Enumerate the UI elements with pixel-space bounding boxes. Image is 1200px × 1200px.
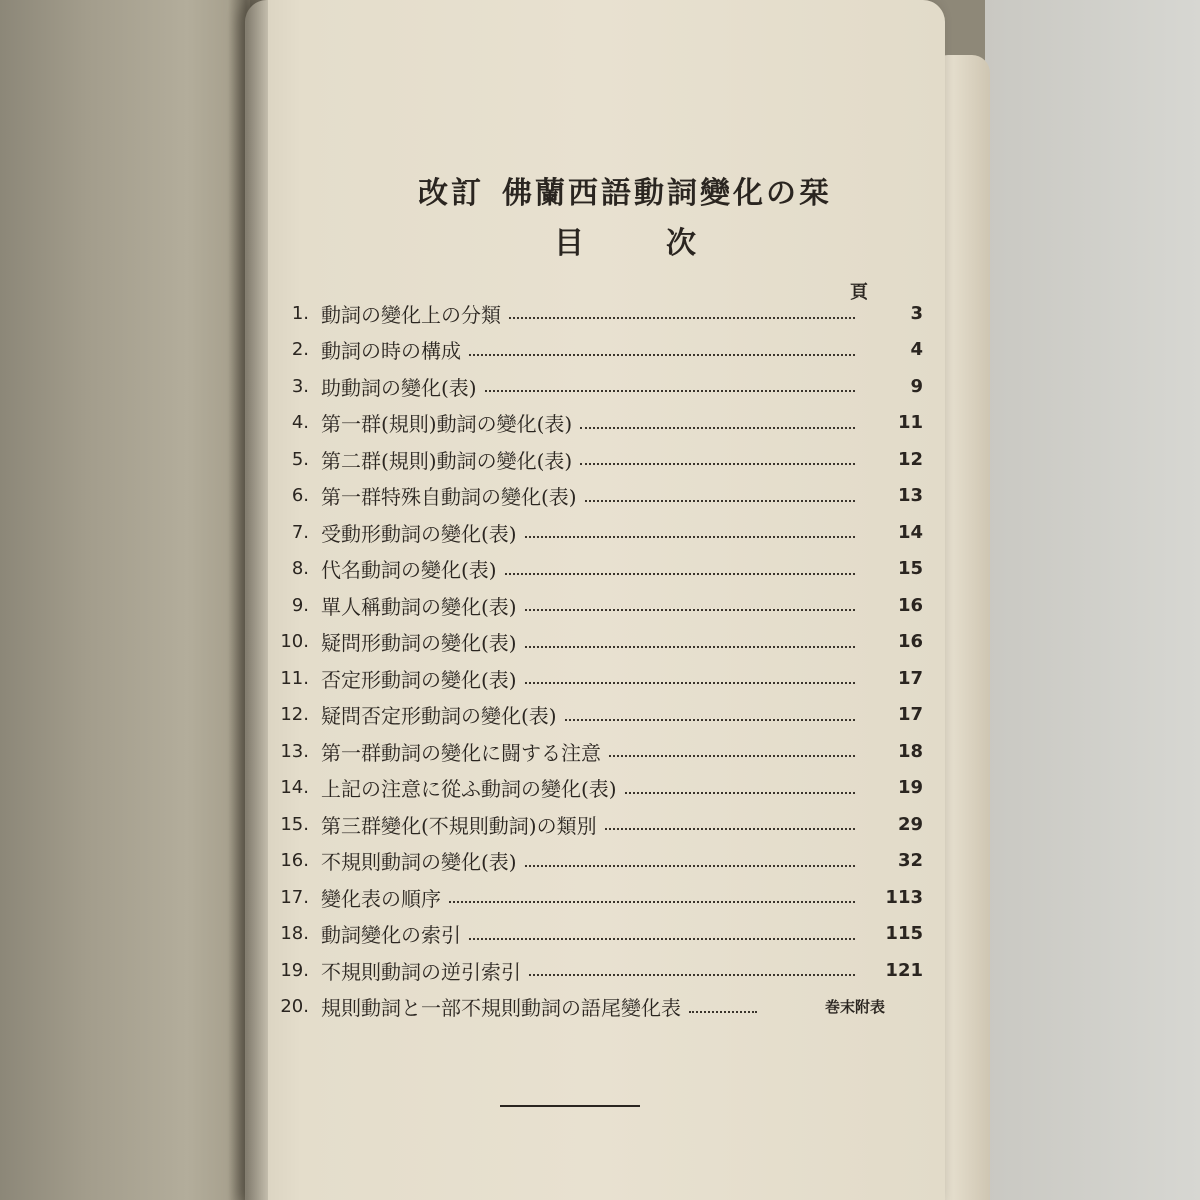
toc-heading-right: 次 [666,226,696,261]
toc-entry-page: 18 [897,740,923,762]
toc-entry-title: 疑問形動詞の變化(表) [321,631,517,656]
toc-leader-dots [525,682,855,684]
toc-entry-title: 第一群動詞の變化に闘する注意 [321,740,601,765]
toc-entry-number: 8. [291,558,309,580]
closing-rule [500,1105,640,1107]
background-right [985,0,1200,1200]
toc-entry-title: 第一群特殊自動詞の變化(表) [321,485,577,510]
toc-entry [245,879,945,916]
toc-entry-title: 第三群變化(不規則動詞)の類別 [321,813,597,838]
toc-leader-dots [525,865,855,867]
toc-entry-page: 14 [897,521,923,543]
toc-entry-title: 代名動詞の變化(表) [321,558,497,583]
toc-entry-number: 17. [280,886,309,908]
toc-leader-dots [525,536,855,538]
toc-entry [245,551,945,588]
table-of-contents [245,295,945,1025]
toc-entry [245,770,945,807]
toc-entry [245,806,945,843]
toc-leader-dots [505,573,855,575]
toc-entry-title: 動詞の變化上の分類 [321,302,501,327]
toc-entry-title: 上記の注意に從ふ動詞の變化(表) [321,777,617,802]
toc-leader-dots [529,974,855,976]
toc-entry-page: 9 [910,375,923,397]
toc-entry-page: 17 [897,667,923,689]
toc-entry [245,587,945,624]
toc-entry-title: 動詞變化の索引 [321,923,461,948]
title-prefix: 改訂 [418,176,484,211]
toc-entry-number: 1. [291,302,309,324]
toc-entry-page: 3 [910,302,923,324]
toc-leader-dots [509,317,855,319]
toc-entry [245,441,945,478]
toc-leader-dots [525,609,855,611]
toc-entry-number: 11. [280,667,309,689]
toc-entry-title: 第二群(規則)動詞の變化(表) [321,448,573,473]
toc-entry-title: 動詞の時の構成 [321,339,461,364]
toc-leader-dots [469,938,855,940]
page-column-label: 頁 [850,282,868,303]
toc-entry [245,697,945,734]
toc-entry-page: 4 [910,339,923,361]
toc-entry [245,733,945,770]
toc-entry-page: 12 [897,448,923,470]
toc-entry-number: 12. [280,704,309,726]
book-title [245,168,945,212]
toc-entry-title: 第一群(規則)動詞の變化(表) [321,412,573,437]
toc-entry-page: 11 [897,412,923,434]
toc-entry-number: 15. [280,813,309,835]
toc-leader-dots [449,901,855,903]
toc-entry-page: 113 [885,886,923,908]
toc-entry [245,514,945,551]
book-page [245,0,945,1200]
toc-entry-title: 不規則動詞の逆引索引 [321,959,521,984]
toc-leader-dots [565,719,855,721]
toc-entry-number: 2. [291,339,309,361]
toc-entry-title: 變化表の順序 [321,886,441,911]
toc-heading [245,218,945,262]
toc-leader-dots [525,646,855,648]
toc-entry-page: 巻末附表 [824,998,885,1017]
toc-entry-number: 14. [280,777,309,799]
toc-leader-dots [580,463,855,465]
toc-entry-title: 助動詞の變化(表) [321,375,477,400]
toc-entry-page: 19 [897,777,923,799]
toc-entry-number: 9. [291,594,309,616]
toc-entry-number: 5. [291,448,309,470]
toc-entry [245,405,945,442]
title-main: 佛蘭西語動詞變化の栞 [502,176,832,211]
toc-entry-number: 20. [280,996,309,1018]
toc-entry-title: 受動形動詞の變化(表) [321,521,517,546]
toc-entry [245,295,945,332]
toc-entry [245,624,945,661]
toc-entry [245,660,945,697]
toc-entry [245,916,945,953]
toc-entry-page: 15 [897,558,923,580]
toc-leader-dots [689,1011,757,1013]
toc-leader-dots [605,828,855,830]
toc-leader-dots [485,390,855,392]
toc-entry-number: 19. [280,959,309,981]
toc-entry-page: 13 [897,485,923,507]
toc-leader-dots [580,427,855,429]
toc-leader-dots [609,755,855,757]
toc-entry [245,478,945,515]
toc-entry-number: 3. [291,375,309,397]
toc-entry-number: 10. [280,631,309,653]
toc-entry-number: 18. [280,923,309,945]
toc-entry [245,952,945,989]
toc-leader-dots [625,792,855,794]
toc-entry-number: 7. [291,521,309,543]
toc-heading-left: 目 [554,226,584,261]
toc-entry-number: 16. [280,850,309,872]
toc-entry-number: 6. [291,485,309,507]
toc-leader-dots [585,500,855,502]
toc-entry-number: 13. [280,740,309,762]
toc-entry-title: 否定形動詞の變化(表) [321,667,517,692]
toc-entry [245,332,945,369]
toc-entry-title: 疑問否定形動詞の變化(表) [321,704,557,729]
toc-entry-number: 4. [291,412,309,434]
toc-entry [245,989,945,1026]
toc-entry [245,368,945,405]
toc-entry-page: 121 [885,959,923,981]
toc-entry-page: 16 [897,631,923,653]
toc-entry-page: 17 [897,704,923,726]
toc-entry-page: 115 [885,923,923,945]
left-facing-page [0,0,250,1200]
toc-entry-title: 規則動詞と一部不規則動詞の語尾變化表 [321,996,681,1021]
book-gutter [228,0,268,1200]
toc-entry [245,843,945,880]
toc-entry-title: 不規則動詞の變化(表) [321,850,517,875]
toc-entry-page: 32 [897,850,923,872]
toc-entry-page: 16 [897,594,923,616]
toc-entry-title: 單人稱動詞の變化(表) [321,594,517,619]
toc-leader-dots [469,354,855,356]
toc-entry-page: 29 [897,813,923,835]
